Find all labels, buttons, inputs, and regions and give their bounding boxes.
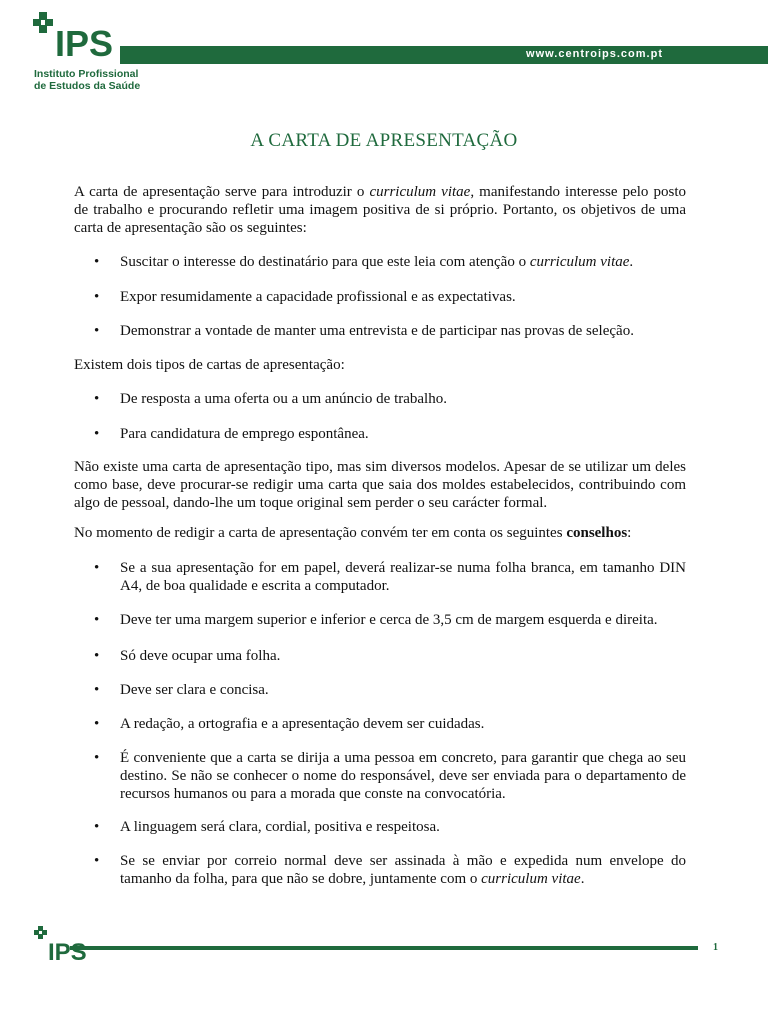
advice-item: • A redação, a ortografia e a apresentação devem ser cuidadas. [94,716,485,732]
page-title: A CARTA DE APRESENTAÇÃO [250,130,518,151]
type-item: • Para candidatura de emprego espontânea. [94,426,369,442]
advice-item: • Se se enviar por correio normal deve ser assinada à mão e expedida num envelope do tamanho da folha, para que não se dobre, juntamente com o curriculum vitae. [94,853,686,888]
org-name-line2: de Estudos da Saúde [34,80,141,92]
advice-item: • Deve ser clara e concisa. [94,682,269,698]
objective-item: • Demonstrar a vontade de manter uma entrevista e de participar nas provas de seleção. [94,323,634,339]
advice-item: • Só deve ocupar uma folha. [94,648,281,664]
page-number: 1 [713,942,718,953]
footer-logo [34,924,104,962]
footer-logo-text: IPS [48,939,87,962]
header-url: www.centroips.com.pt [526,48,663,60]
advice-item: • Se a sua apresentação for em papel, deverá realizar-se numa folha branca, em tamanho DIN A4, de boa qualidade e escrita a computador. [94,560,686,595]
header-bar [120,46,768,64]
models-paragraph: Não existe uma carta de apresentação tipo, mas sim diversos modelos. Apesar de se utilizar um deles como base, deve procurar-se redigir uma carta que saia dos moldes estabelecidos, contribuindo com algo de pessoal, dando-lhe um toque original sem perder o seu carácter formal. [74,459,686,512]
org-name-line1: Instituto Profissional [34,68,139,80]
objective-item: • Suscitar o interesse do destinatário para que este leia com atenção o curriculum vitae. [94,254,634,270]
logo-cross-icon [33,12,143,60]
advice-item: • Deve ter uma margem superior e inferior e cerca de 3,5 cm de margem esquerda e direita. [94,612,658,628]
footer-bar [70,946,698,950]
advice-item: • A linguagem será clara, cordial, positiva e respeitosa. [94,819,440,835]
advice-item: • É conveniente que a carta se dirija a uma pessoa em concreto, para garantir que chega ao seu destino. Se não se conhecer o nome do responsável, deve ser enviada para o departamento de recursos humanos ou para a morada que conste na convocatória. [94,750,686,803]
logo-text: IPS [55,23,114,60]
type-item: • De resposta a uma oferta ou a um anúncio de trabalho. [94,391,447,407]
footer-cross-icon [34,924,104,962]
types-intro: Existem dois tipos de cartas de apresentação: [74,357,345,373]
intro-paragraph: A carta de apresentação serve para introduzir o curriculum vitae, manifestando interesse pelo posto de trabalho e procurando refletir uma imagem positiva de si próprio. Portanto, os objetivos de uma carta de apresentação são os seguintes: [74,184,687,237]
advice-intro: No momento de redigir a carta de apresentação convém ter em conta os seguintes conselhos: [74,525,632,541]
objective-item: • Expor resumidamente a capacidade profissional e as expectativas. [94,289,516,305]
